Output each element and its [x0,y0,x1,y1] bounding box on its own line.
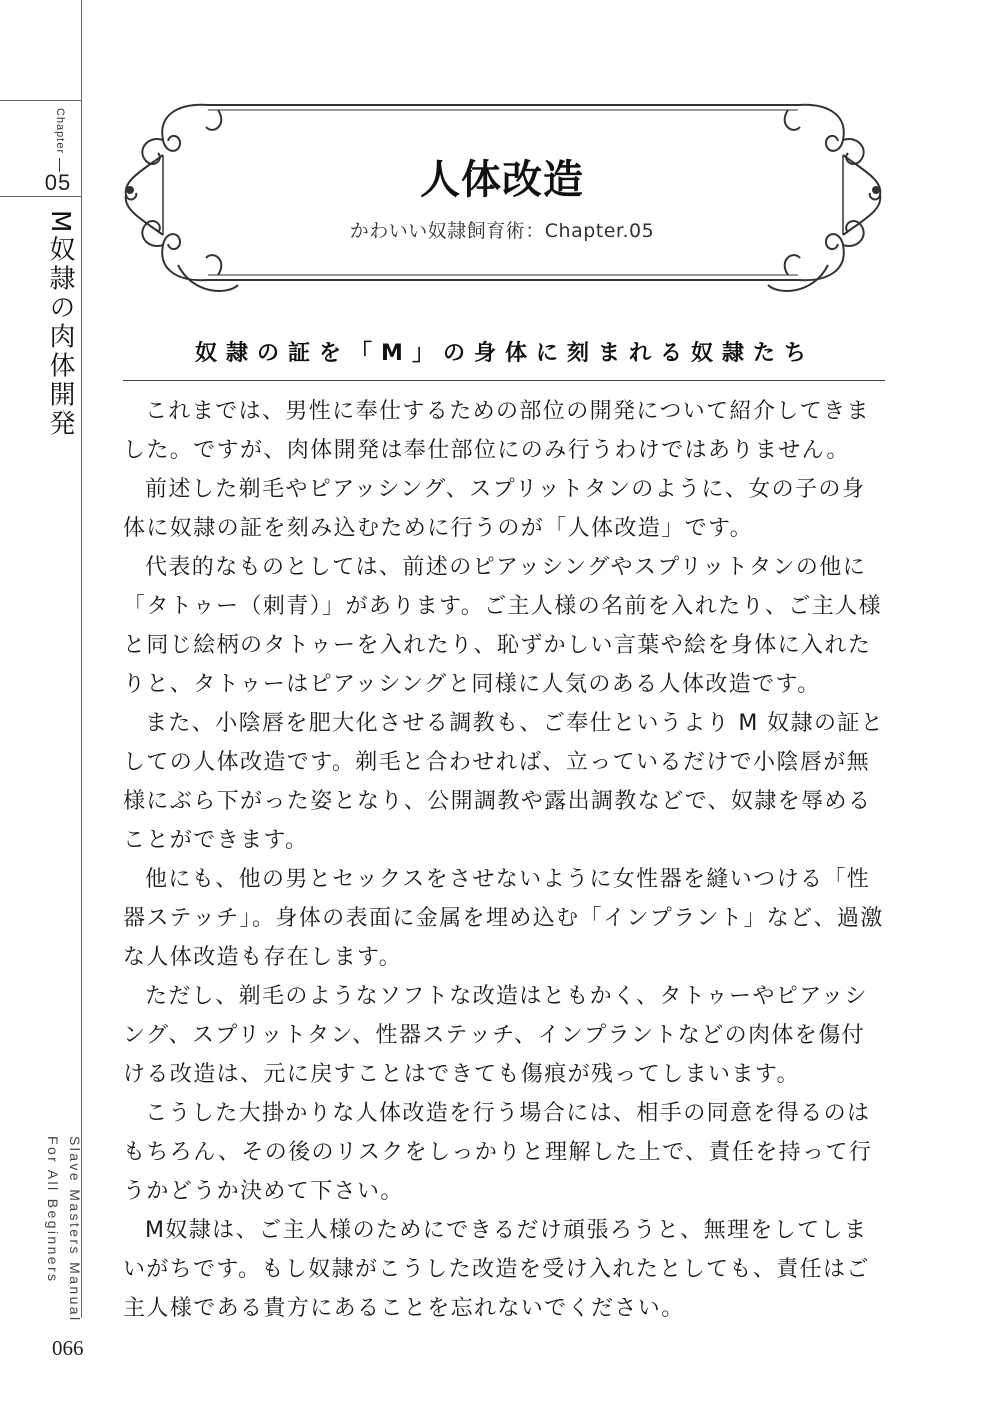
paragraph: 他にも、他の男とセックスをさせないように女性器を縫いつける「性器ステッチ」。身体の表面に金属を埋め込む「インプラント」など、過激な人体改造も存在します。 [123,867,884,970]
paragraph: また、小陰唇を肥大化させる調教も、ご奉仕というより M 奴隷の証としての人体改造です。剃毛と合わせれば、立っているだけで小陰唇が無様にぶら下がった姿となり、公開調教や露出調教などで、奴隷を辱めることができます。 [123,711,885,853]
paragraph: ただし、剃毛のようなソフトな改造はともかく、タトゥーやピアッシング、スプリットタン、性器ステッチ、インプラントなどの肉体を傷付ける改造は、元に戻すことはできても傷痕が残ってしまいます。 [123,984,868,1087]
sidebar-chapter-rule [0,196,82,197]
section-divider [123,380,885,381]
book-title-line-1: Slave Masters Manual [67,1136,83,1323]
sidebar-vertical-rule [81,0,82,1318]
sidebar-top-rule [0,100,82,101]
page-number: 066 [52,1336,84,1360]
paragraph: これまでは、男性に奉仕するための部位の開発について紹介してきました。ですが、肉体開発は奉仕部位にのみ行うわけではありません。 [123,399,870,463]
paragraph: M奴隷は、ご主人様のためにできるだけ頑張ろうと、無理をしてしまいがちです。もし奴隷がこうした改造を受け入れたとしても、責任はご主人様である貴方にあることを忘れないでください。 [123,1218,870,1321]
paragraph: 前述した剃毛やピアッシング、スプリットタンのように、女の子の身体に奴隷の証を刻み込むために行うのが「人体改造」です。 [123,477,866,541]
paragraph: こうした大掛かりな人体改造を行う場合には、相手の同意を得るのはもちろん、その後のリスクをしっかりと理解した上で、責任を持って行うかどうか決めて下さい。 [123,1101,873,1204]
paragraph: 代表的なものとしては、前述のピアッシングやスプリットタンの他に「タトゥー（刺青）」があります。ご主人様の名前を入れたり、ご主人様と同じ絵柄のタトゥーを入れたり、恥ずかしい言葉や絵を身体に入れたりと、タトゥーはピアッシングと同様に人気のある人体改造です。 [123,555,882,697]
book-title-line-2: For All Beginners [45,1136,61,1284]
page-subtitle: かわいい奴隷飼育術：Chapter.05 [349,220,655,242]
page-title: 人体改造 [420,157,584,203]
body-text [123,392,887,1328]
chapter-title: M奴隷の肉体開発 [45,210,75,439]
chapter-number: 05 [44,170,72,195]
section-heading: 奴隷の証を「M」の身体に刻まれる奴隷たち [195,341,815,366]
book-title [42,1136,86,1323]
chapter-label: Chapter [54,108,66,155]
